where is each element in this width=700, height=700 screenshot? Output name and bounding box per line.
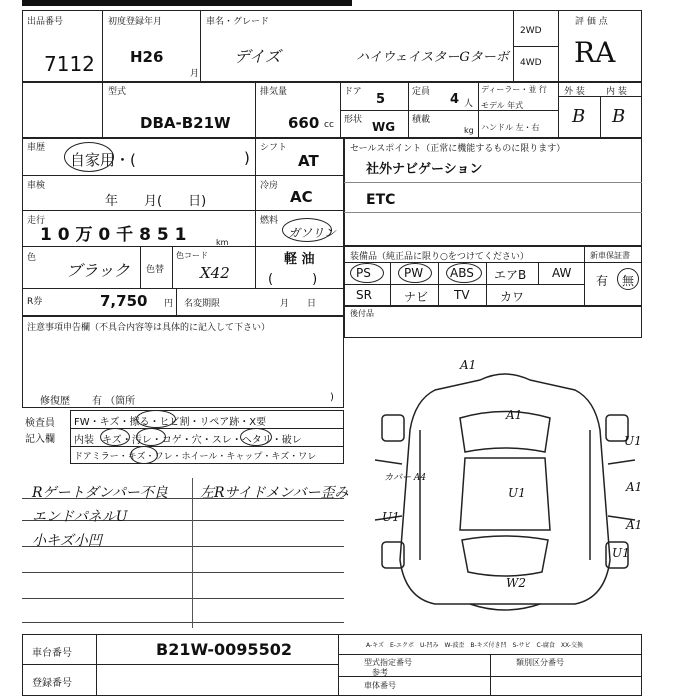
color-code-label: 色コード	[176, 251, 208, 260]
displacement-value: 660	[288, 114, 320, 132]
first-reg-label: 初度登録年月	[108, 17, 163, 27]
handwritten-note-4: 小キズ小凹	[32, 533, 102, 549]
displacement-unit: cc	[324, 120, 334, 130]
usage-value: 自家用・(	[70, 151, 136, 169]
color-value: ブラック	[66, 261, 130, 280]
equip-ps: PS	[356, 266, 371, 280]
color-code-value: X42	[200, 264, 230, 282]
score-label: 評 価 点	[575, 17, 608, 27]
ac-value: AC	[290, 188, 313, 206]
load-unit: kg	[464, 126, 474, 135]
top-strip	[22, 0, 352, 6]
equip-abs: ABS	[450, 266, 474, 280]
damage-mark-5: A1	[626, 518, 643, 532]
inspection-value: 年 月( 日)	[105, 194, 207, 209]
shift-value: AT	[298, 152, 319, 170]
exterior-score: B	[572, 106, 586, 127]
selling-line1: 社外ナビゲーション	[366, 162, 483, 177]
inspector-row3: ドアミラー・キズ・ワレ・ホイール・キャップ・キズ・ワレ	[74, 452, 317, 462]
handwritten-note-2: 左Rサイドメンバー歪み	[200, 485, 349, 501]
load-label: 積載	[412, 115, 431, 125]
usage-label: 車歴	[27, 143, 46, 153]
model-name: デイズ	[234, 47, 281, 66]
mileage-value: 1 0 万 0 千 8 5 1	[40, 225, 187, 245]
selling-label: セールスポイント（正常に機能するものに限ります）	[350, 144, 566, 154]
handwritten-note-3: エンドパネルU	[32, 509, 128, 525]
exterior-label: 外 装	[564, 87, 585, 97]
handwritten-note-1: Rゲートダンパー不良	[32, 485, 168, 501]
notes-label: 注意事項申告欄（不具合内容等は具体的に記入して下さい）	[27, 323, 271, 333]
handle-label: ハンドル 左・右	[481, 123, 540, 132]
equip-sr: SR	[356, 288, 372, 302]
name-change-label: 名変期限	[184, 299, 221, 309]
drive-4wd: 4WD	[520, 58, 542, 68]
repair-close: )	[330, 392, 334, 403]
inspector-circle-1	[136, 410, 176, 428]
drive-2wd: 2WD	[520, 26, 542, 36]
inspector-circle-3	[136, 428, 166, 446]
dealer-label: ディーラー・並 行	[481, 85, 547, 94]
lot-number: 7112	[44, 52, 95, 76]
lot-label: 出品番号	[27, 17, 64, 27]
shape-value: WG	[372, 120, 396, 134]
new-car-label: 新車保証書	[590, 251, 630, 260]
interior-label: 内 装	[606, 87, 627, 97]
equip-pw: PW	[404, 266, 424, 280]
repair-label: 修復歴	[40, 396, 70, 407]
damage-mark-2: A1	[506, 408, 523, 422]
damage-mark-8: U1	[612, 546, 630, 560]
form-type-no: 型式指定番号	[364, 658, 412, 667]
form-reference: 参考	[372, 668, 388, 677]
equip-pw-circle	[398, 263, 432, 283]
equip-ps-circle	[350, 263, 384, 283]
damage-mark-6: U1	[508, 486, 526, 500]
month-unit: 月	[190, 69, 200, 79]
type-label: 型式	[108, 87, 127, 97]
shape-label: 形状	[344, 115, 363, 125]
interior-score: B	[612, 106, 626, 127]
displacement-label: 排気量	[260, 87, 288, 97]
new-car-no: 無	[622, 274, 635, 288]
damage-mark-7: U1	[382, 510, 400, 524]
mileage-label: 走行	[27, 216, 46, 226]
shift-label: シフト	[260, 143, 288, 153]
repair-value: 有 （箇所	[92, 396, 136, 407]
damage-mark-4: A1	[626, 480, 643, 494]
equip-airbag: エアB	[494, 268, 527, 282]
inspector-circle-2	[100, 428, 130, 446]
inspector-label-1: 検査員	[25, 418, 55, 429]
footer-legend: A-キズ E-エクボ U-凹み W-波歪 B-キズ付き凹 S-サビ C-腐食 XX-交換	[366, 642, 583, 649]
door-value: 5	[376, 92, 386, 107]
new-car-yes: 有	[596, 274, 609, 288]
model-year-label: モデル 年式	[481, 101, 524, 110]
selling-line2: ETC	[366, 192, 396, 208]
capacity-label: 定員	[412, 87, 431, 97]
color-label: 色	[27, 253, 37, 263]
first-reg-value: H26	[130, 48, 164, 66]
fuel-diesel: 軽 油	[284, 252, 315, 267]
aftermarket-block	[344, 306, 642, 338]
damage-mark-9: W2	[506, 576, 526, 590]
chassis-label: 車台番号	[32, 648, 72, 659]
inspector-row2: キズ・汚レ・コゲ・穴・スレ・ヘタリ・破レ	[102, 435, 302, 446]
usage-circle	[64, 142, 114, 172]
recycle-label: R券	[27, 297, 43, 307]
damage-mark-3: U1	[624, 434, 642, 448]
recycle-unit: 円	[164, 299, 174, 309]
equip-aw: AW	[552, 266, 572, 280]
reg-label: 登録番号	[32, 678, 72, 689]
mileage-unit: km	[216, 238, 229, 247]
ac-label: 冷房	[260, 181, 279, 191]
type-value: DBA-B21W	[140, 114, 231, 132]
name-change-value: 月 日	[280, 299, 317, 309]
damage-mark-1: A1	[460, 358, 477, 372]
equip-leather: カワ	[500, 290, 525, 304]
inspector-circle-4	[240, 428, 272, 446]
equip-tv: TV	[454, 288, 470, 302]
aftermarket-label: 後付品	[350, 309, 374, 318]
new-car-no-circle	[617, 268, 639, 290]
equip-abs-circle	[446, 263, 482, 283]
fuel-paren: ( )	[268, 272, 318, 287]
fuel-label: 燃料	[260, 216, 279, 226]
equip-navi: ナビ	[404, 290, 429, 304]
model-label: 車名・グレード	[206, 17, 270, 27]
capacity-value: 4	[450, 92, 460, 107]
car-damage-diagram	[360, 360, 650, 620]
grade: ハイウェイスターGターボ	[356, 50, 509, 65]
form-body-no: 車体番号	[364, 681, 396, 690]
door-label: ドア	[344, 87, 362, 97]
inspector-row1: FW・キズ・擦る・ヒビ割・リペア跡・X要	[74, 417, 267, 428]
fuel-circle	[282, 218, 332, 242]
inspection-label: 車検	[27, 181, 46, 191]
inspector-label-2: 記入欄	[25, 434, 55, 445]
damage-mark-10: カバー A4	[384, 473, 427, 483]
fuel-gasoline: ガソリン	[288, 226, 337, 240]
capacity-unit: 人	[464, 99, 474, 109]
color-change-label: 色替	[146, 265, 165, 275]
inspector-circle-5	[130, 446, 158, 464]
recycle-value: 7,750	[100, 292, 148, 310]
usage-close: )	[244, 149, 250, 167]
equip-label: 装備品（純正品に限り○をつけてください）	[350, 252, 529, 262]
score-value: RA	[574, 36, 616, 69]
chassis-value: B21W-0095502	[156, 640, 292, 659]
inspector-row2-head: 内装	[74, 435, 94, 446]
form-class-no: 類別区分番号	[516, 658, 564, 667]
